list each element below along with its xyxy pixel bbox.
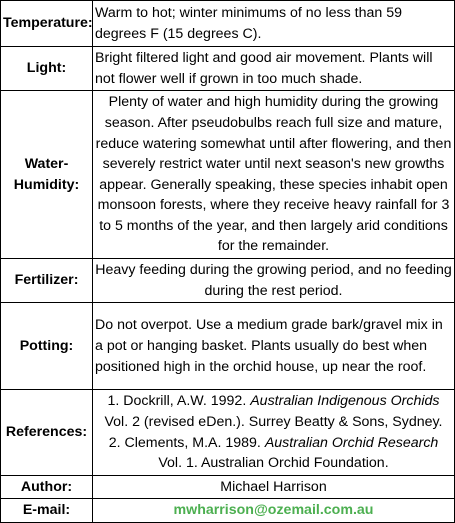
references-value [93, 390, 455, 475]
reference-1-prefix: 1. Dockrill, A.W. 1992. [107, 393, 251, 410]
reference-2-title: Australian Orchid Research [264, 434, 439, 451]
reference-1-suffix: Vol. 2 (revised eDen.). Surrey Beatty & Sons, Sydney. [104, 413, 443, 430]
fertilizer-value: Heavy feeding during the growing period, and no feeding during the rest period. [93, 259, 455, 303]
reference-2-prefix: 2. Clements, M.A. 1989. [108, 434, 265, 451]
potting-label: Potting: [1, 303, 93, 390]
email-link[interactable]: mwharrison@ozemail.com.au [173, 502, 374, 519]
fertilizer-label: Fertilizer: [1, 259, 93, 303]
temperature-label: Temperature: [1, 1, 93, 47]
author-row [1, 475, 455, 499]
water-humidity-label: Water- Humidity: [1, 91, 93, 259]
water-humidity-value: Plenty of water and high humidity during the growing season. After pseudobulbs reach full size and mature, reduce watering somewhat until after flowering, and then severely restrict water until next season's new growths appear. Generally speaking, these species inhabit open monsoon forests, where they receive heavy rainfall for 3 to 5 months of the year, and then largely arid conditions for the remainder. [93, 91, 455, 259]
potting-value: Do not overpot. Use a medium grade bark/gravel mix in a pot or hanging basket. Plants usually do best when positioned high in the orchid house, up near the roof. [93, 303, 455, 390]
light-value: Bright filtered light and good air movement. Plants will not flower well if grown in too much shade. [93, 47, 455, 91]
potting-row [1, 303, 455, 390]
temperature-value: Warm to hot; winter minimums of no less than 59 degrees F (15 degrees C). [93, 1, 455, 47]
reference-1-title: Australian Indigenous Orchids [250, 393, 440, 410]
email-row [1, 499, 455, 523]
water-humidity-row [1, 91, 455, 259]
light-label: Light: [1, 47, 93, 91]
author-value: Michael Harrison [93, 475, 455, 499]
temperature-row [1, 1, 455, 47]
email-label: E-mail: [1, 499, 93, 523]
email-value [93, 499, 455, 523]
reference-2-suffix: Vol. 1. Australian Orchid Foundation. [158, 455, 389, 472]
references-row [1, 390, 455, 475]
fertilizer-row [1, 259, 455, 303]
references-label: References: [1, 390, 93, 475]
author-label: Author: [1, 475, 93, 499]
light-row [1, 47, 455, 91]
